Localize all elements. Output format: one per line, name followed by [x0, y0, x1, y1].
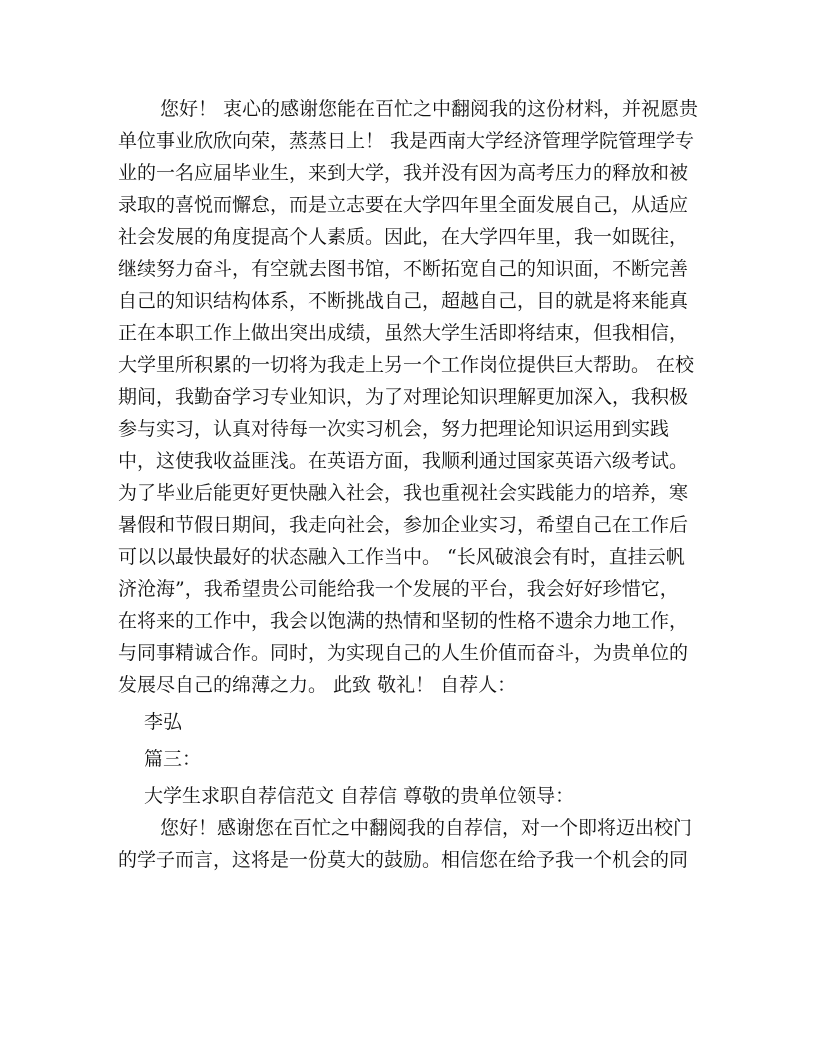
signature: 李弘: [144, 711, 183, 733]
text-line: 继续努力奋斗，有空就去图书馆，不断拓宽自己的知识面，不断完善: [118, 258, 689, 280]
text-line: 暑假和节假日期间，我走向社会，参加企业实习，希望自己在工作后: [118, 514, 689, 536]
section-title: 篇三：: [144, 748, 202, 770]
text-line: 您好！ 衷心的感谢您能在百忙之中翻阅我的这份材料，并祝愿贵: [160, 98, 699, 120]
text-line: 发展尽自己的绵薄之力。 此致 敬礼！ 自荐人：: [118, 674, 517, 696]
text-line: 录取的喜悦而懈怠，而是立志要在大学四年里全面发展自己，从适应: [118, 194, 689, 216]
greeting-line: 您好！感谢您在百忙之中翻阅我的自荐信，对一个即将迈出校门: [160, 817, 693, 839]
text-line: 为了毕业后能更好更快融入社会，我也重视社会实践能力的培养，寒: [118, 482, 689, 504]
text-line: 正在本职工作上做出突出成绩，虽然大学生活即将结束，但我相信，: [118, 322, 689, 344]
greeting-line: 的学子而言，这将是一份莫大的鼓励。相信您在给予我一个机会的同: [118, 849, 689, 871]
text-line: 在将来的工作中，我会以饱满的热情和坚韧的性格不遗余力地工作，: [118, 610, 689, 632]
text-line: 中，这使我收益匪浅。在英语方面，我顺利通过国家英语六级考试。: [118, 450, 689, 472]
text-line: 参与实习，认真对待每一次实习机会，努力把理论知识运用到实践: [118, 418, 670, 440]
text-line: 大学里所积累的一切将为我走上另一个工作岗位提供巨大帮助。 在校: [118, 354, 695, 376]
text-line: 期间，我勤奋学习专业知识，为了对理论知识理解更加深入，我积极: [118, 386, 689, 408]
text-line: 社会发展的角度提高个人素质。因此，在大学四年里，我一如既往，: [118, 226, 689, 248]
letter-header: 大学生求职自荐信范文 自荐信 尊敬的贵单位领导：: [144, 785, 575, 807]
letter-body: [118, 93, 698, 876]
text-line: 与同事精诚合作。同时，为实现自己的人生价值而奋斗，为贵单位的: [118, 642, 689, 664]
text-line: 自己的知识结构体系，不断挑战自己，超越自己，目的就是将来能真: [118, 290, 689, 312]
text-line: 单位事业欣欣向荣，蒸蒸日上！ 我是西南大学经济管理学院管理学专: [118, 130, 695, 152]
text-line: 业的一名应届毕业生，来到大学，我并没有因为高考压力的释放和被: [118, 162, 689, 184]
text-line: 济沧海”，我希望贵公司能给我一个发展的平台，我会好好珍惜它，: [118, 578, 679, 600]
text-line: 可以以最快最好的状态融入工作当中。 “长风破浪会有时，直挂云帆: [118, 546, 685, 568]
